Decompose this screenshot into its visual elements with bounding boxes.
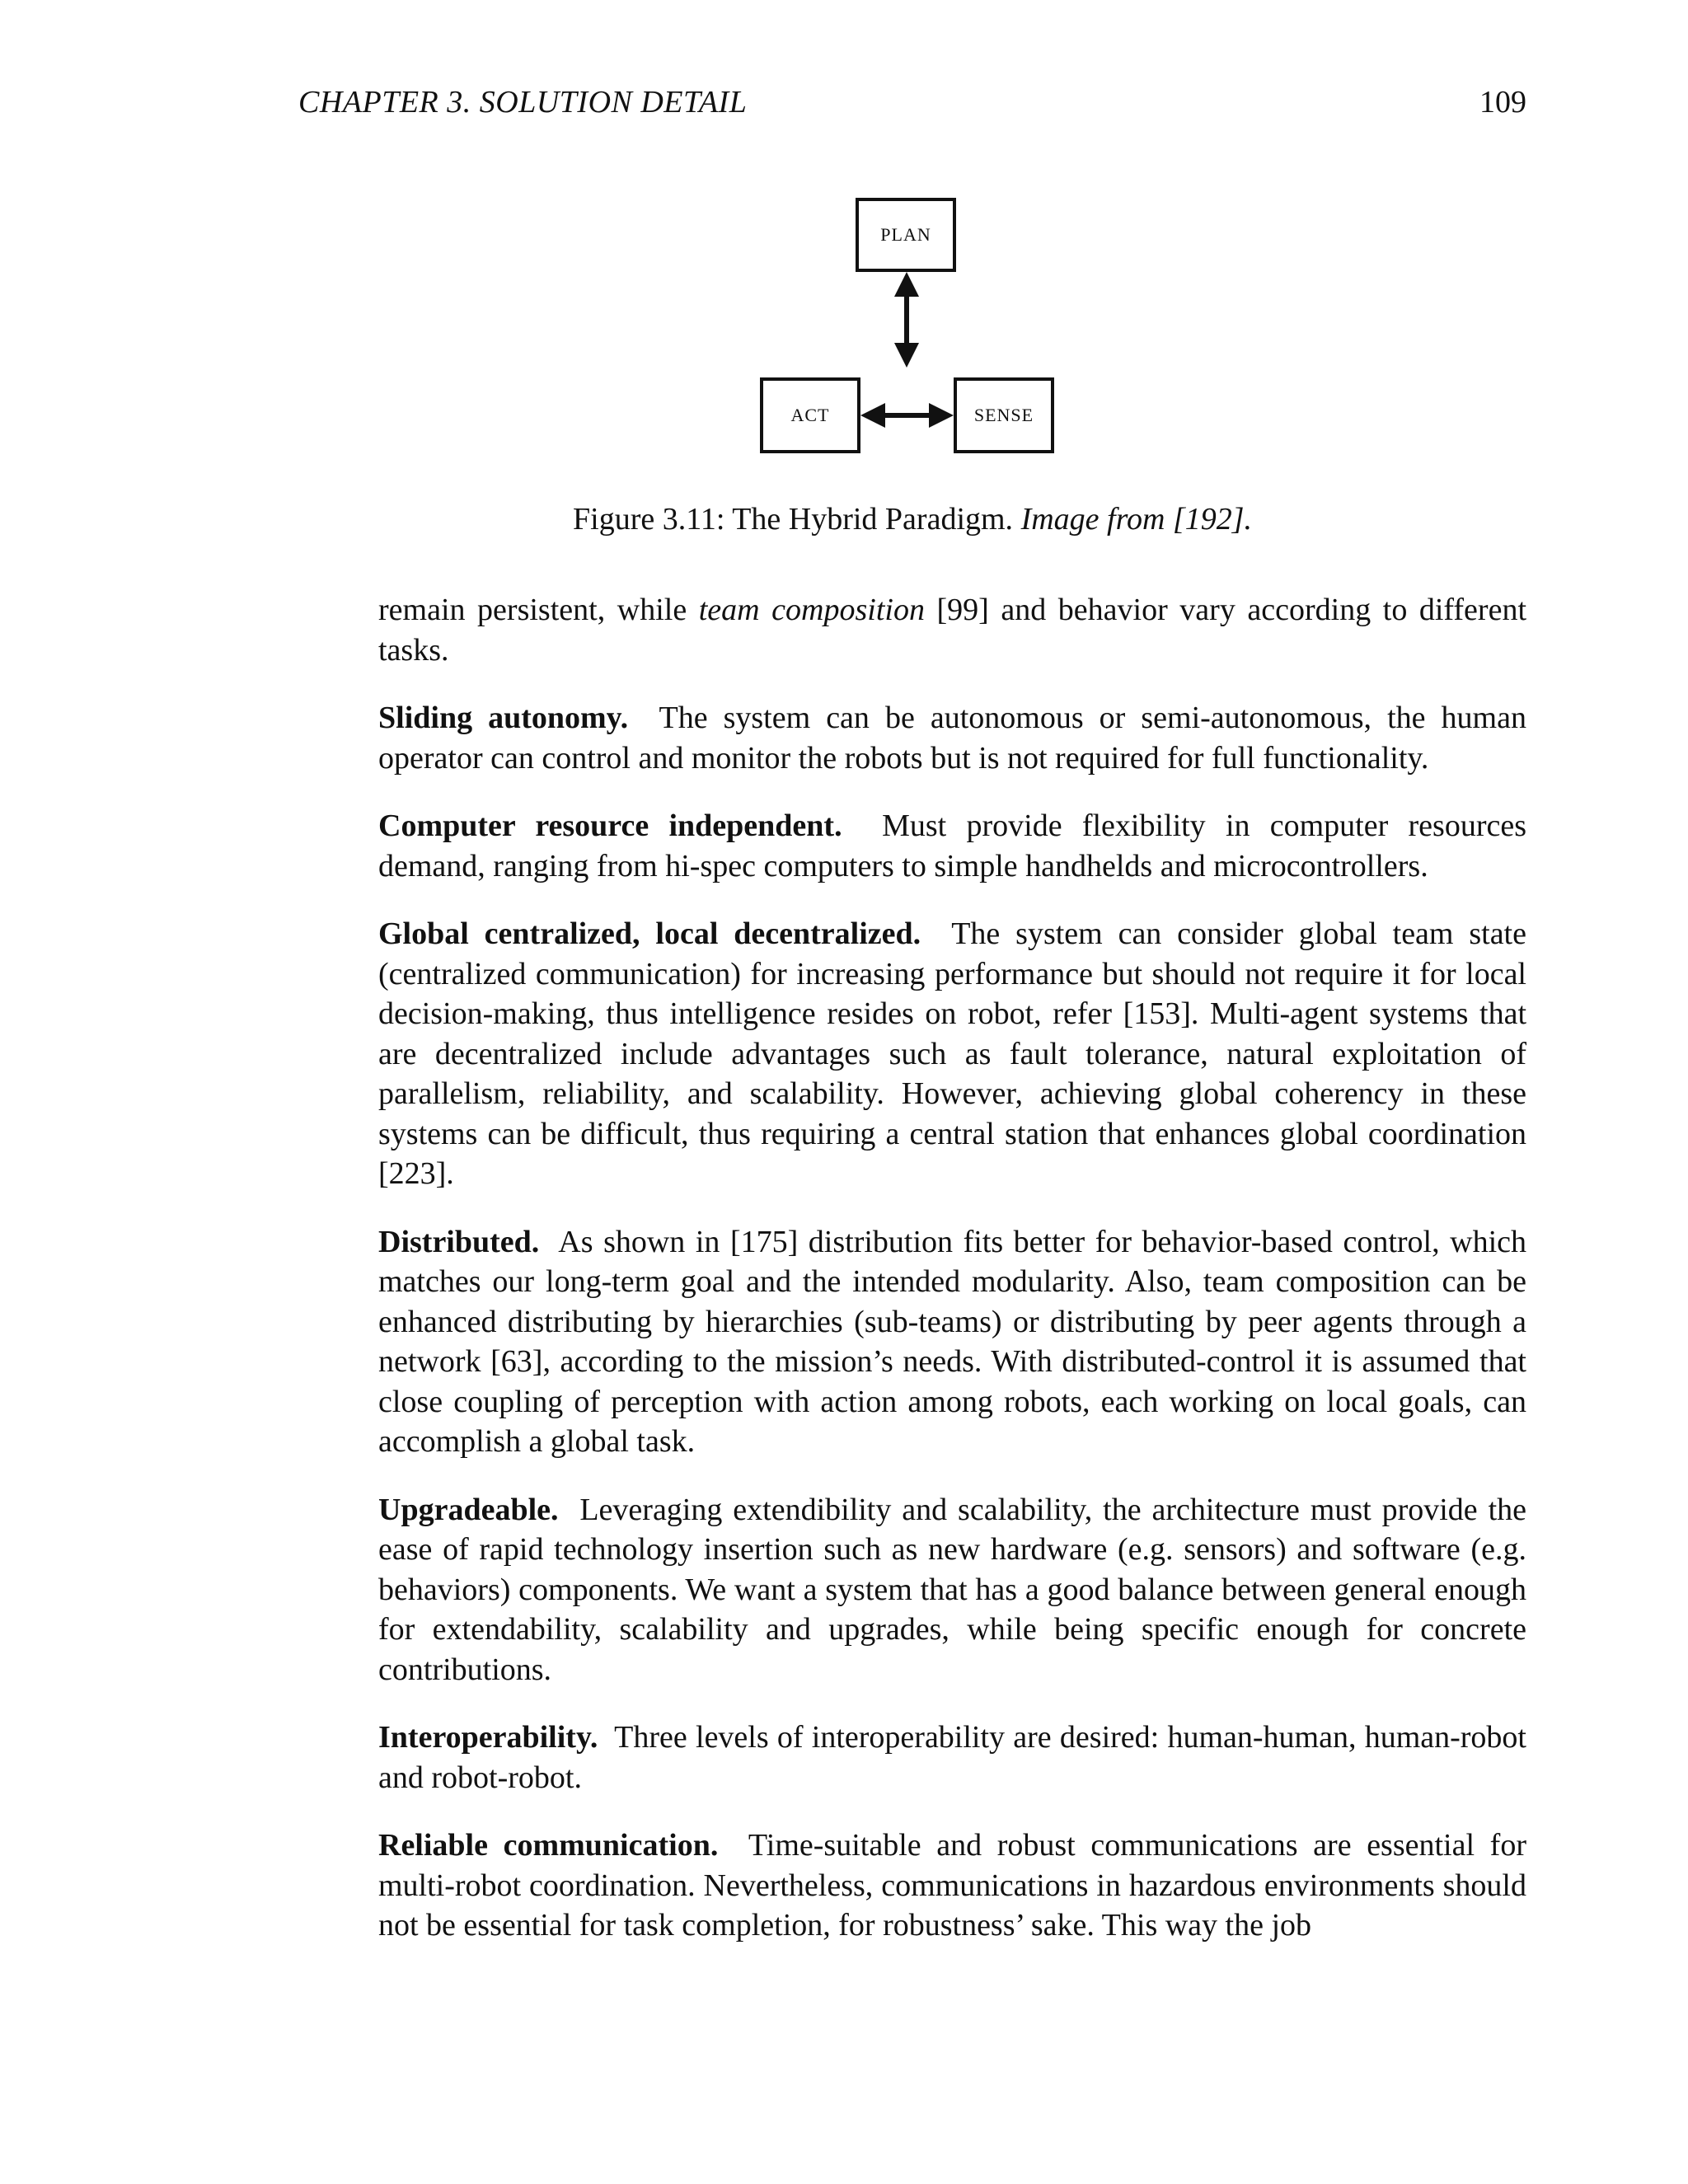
figure-arrows xyxy=(0,0,1688,577)
paragraph-interoperability xyxy=(378,1718,1526,1797)
paragraph-sliding-autonomy xyxy=(378,698,1526,778)
paragraph-text: The system can consider global team state (centralized communication) for increasing performance but should not require it for local decision-making, thus intelligence resides on robot, refer [153]. Multi-agent systems that are decentralized include advantages such as fault tolerance, natural exploitation of parallelism, reliability, and scalability. However, achieving global coherency in these systems can be difficult, thus requiring a central station that enhances global coordination [223]. xyxy=(378,916,1526,1191)
paragraph-text: Leveraging extendibility and scalability, the architecture must provide the ease of rapid technology insertion such as new hardware (e.g. sensors) and software (e.g. behaviors) components. We want a system that has a good balance between general enough for extendability, scalability and upgrades, while being specific enough for concrete contributions. xyxy=(378,1492,1526,1687)
paragraph-global-centralized xyxy=(378,914,1526,1194)
intro-italic: team composition xyxy=(698,593,925,627)
page-number: 109 xyxy=(1479,85,1526,120)
paragraph-computer-resource xyxy=(378,806,1526,886)
paragraph-distributed xyxy=(378,1222,1526,1462)
intro-text-before: remain persistent, while xyxy=(378,593,699,627)
paragraph-text: As shown in [175] distribution fits better for behavior-based control, which matches our long-term goal and the intended modularity. Also, team composition can be enhanced distributing by hierarchies (sub-teams) or distributing by peer agents through a network [63], according to the mission’s needs. With distributed-control it is assumed that close coupling of perception with action among robots, each working on local goals, can accomplish a global task. xyxy=(378,1224,1526,1459)
paragraph-title: Upgradeable. xyxy=(378,1492,559,1527)
paragraph-upgradeable xyxy=(378,1490,1526,1690)
caption-citation: Image from [192]. xyxy=(1020,502,1252,537)
hybrid-paradigm-figure xyxy=(0,0,1688,577)
paragraph-text: Must provide flexibility in computer resources demand, ranging from hi-spec computers to simple handhelds and microcontrollers. xyxy=(378,808,1526,883)
intro-paragraph xyxy=(378,590,1526,670)
paragraph-title: Sliding autonomy. xyxy=(378,701,629,735)
plan-box: PLAN xyxy=(856,198,956,272)
chapter-title: CHAPTER 3. SOLUTION DETAIL xyxy=(298,85,748,120)
caption-main: Figure 3.11: The Hybrid Paradigm. xyxy=(573,502,1014,537)
paragraph-text: Three levels of interoperability are desired: human-human, human-robot and robot-robot. xyxy=(378,1720,1526,1795)
intro-text-after: [99] and behavior vary according to different tasks. xyxy=(378,593,1527,668)
sense-box: SENSE xyxy=(954,377,1054,453)
paragraph-title: Computer resource independent. xyxy=(378,808,842,843)
figure-caption xyxy=(298,496,1526,542)
paragraph-title: Reliable communication. xyxy=(378,1828,719,1863)
body-text xyxy=(378,590,1526,1974)
paragraph-text: The system can be autonomous or semi-autonomous, the human operator can control and monitor the robots but is not required for full functionality. xyxy=(378,701,1526,776)
paragraph-title: Global centralized, local decentralized. xyxy=(378,916,921,951)
paragraph-reliable-communication xyxy=(378,1825,1526,1946)
paragraph-text: Time-suitable and robust communications are essential for multi-robot coordination. Nevertheless, communications in hazardous environments should not be essential for task completion, for robustness’ sake. This way the job xyxy=(378,1828,1526,1943)
paragraph-title: Distributed. xyxy=(378,1224,540,1259)
act-box: ACT xyxy=(760,377,860,453)
paragraph-title: Interoperability. xyxy=(378,1720,598,1755)
